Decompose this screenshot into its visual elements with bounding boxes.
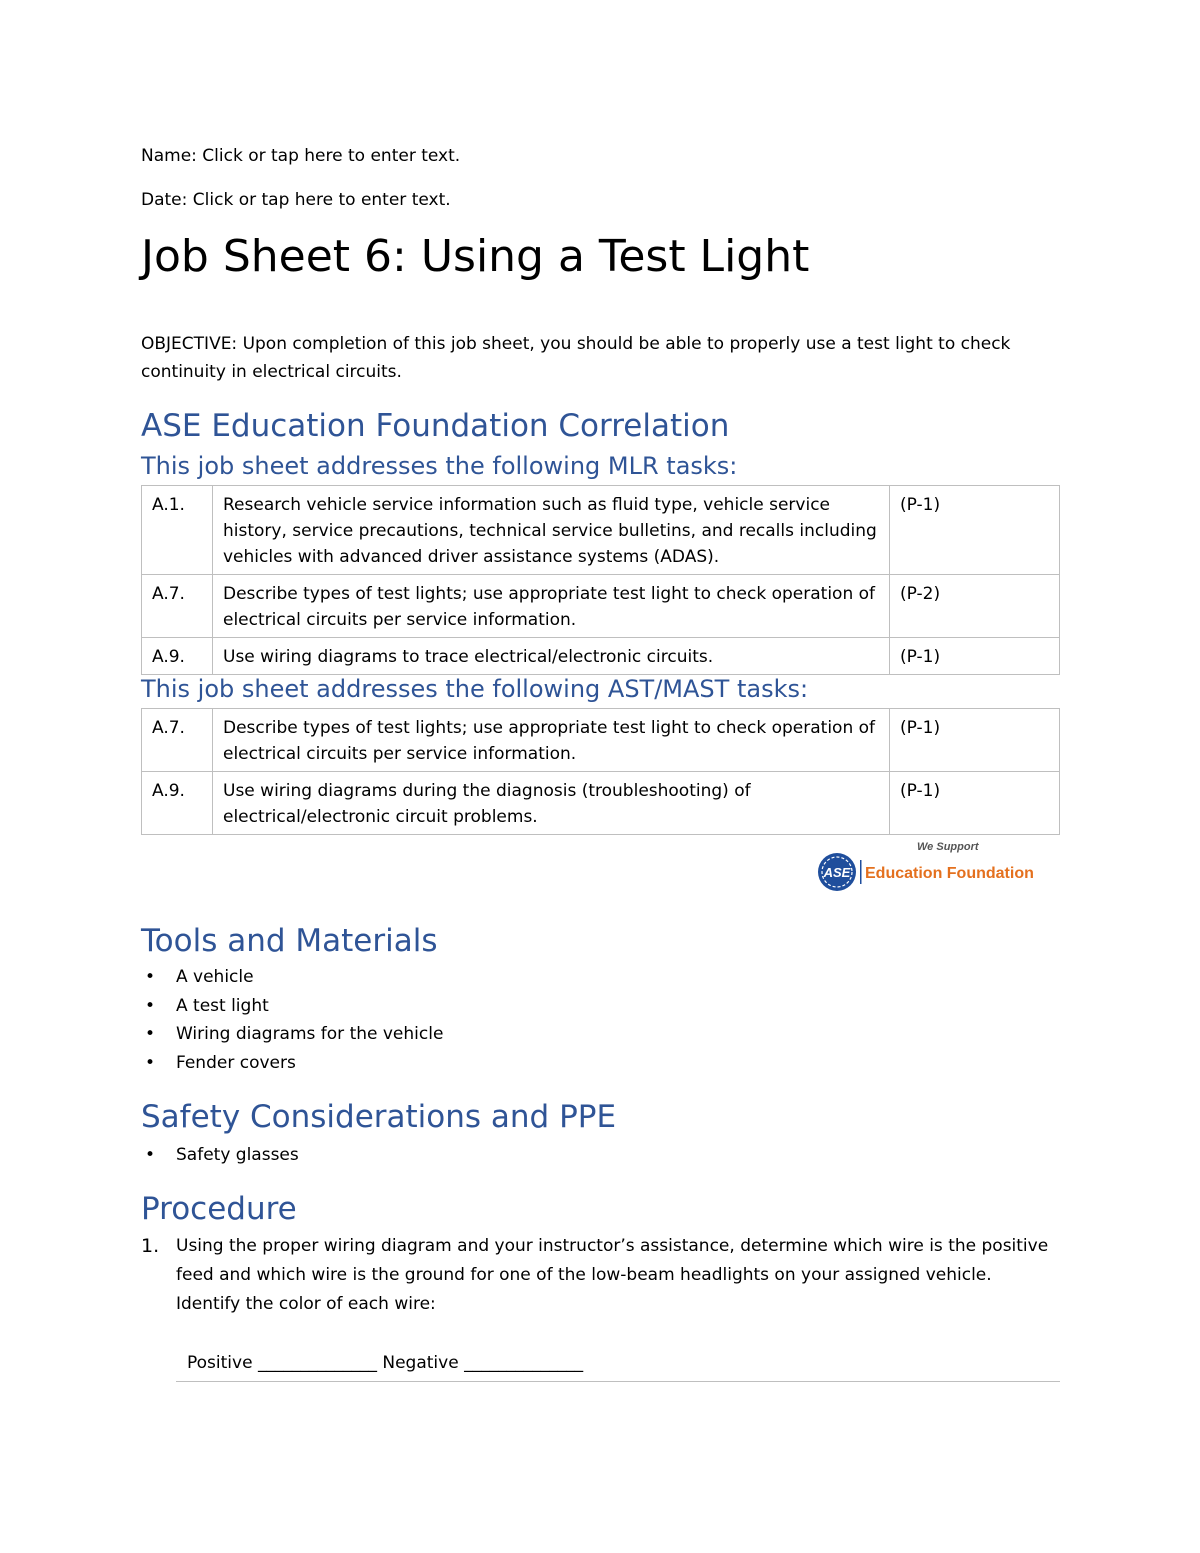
task-description: Use wiring diagrams to trace electrical/electronic circuits. — [213, 638, 890, 675]
ast-tasks-table — [141, 708, 1060, 835]
task-code: A.7. — [142, 709, 213, 772]
task-description: Describe types of test lights; use appropriate test light to check operation of electrical circuits per service information. — [213, 709, 890, 772]
list-item: • Fender covers — [141, 1049, 443, 1078]
task-priority: (P-1) — [890, 486, 1060, 575]
list-item: • A test light — [141, 992, 443, 1021]
safety-list — [141, 1141, 299, 1170]
list-item: • A vehicle — [141, 963, 443, 992]
step-text: Using the proper wiring diagram and your instructor’s assistance, determine which wire is the positive feed and which wire is the ground for one of the low-beam headlights on your assigned vehicle. Identify the color of each wire: — [176, 1236, 1049, 1314]
list-item: • Wiring diagrams for the vehicle — [141, 1020, 443, 1049]
task-code: A.9. — [142, 772, 213, 835]
ase-education-foundation-logo — [817, 838, 1057, 898]
positive-blank[interactable]: ______________ — [257, 1353, 377, 1373]
table-row — [142, 709, 1060, 772]
tools-list — [141, 963, 443, 1077]
task-code: A.7. — [142, 575, 213, 638]
mlr-tasks-heading: This job sheet addresses the following MLR tasks: — [141, 452, 738, 480]
logo-tagline: We Support — [917, 841, 979, 853]
logo-text: Education Foundation — [865, 865, 1034, 882]
correlation-heading: ASE Education Foundation Correlation — [141, 408, 730, 444]
name-field[interactable]: Click or tap here to enter text. — [202, 146, 461, 166]
negative-label: Negative — [382, 1353, 459, 1373]
tools-heading: Tools and Materials — [141, 923, 438, 959]
date-field[interactable]: Click or tap here to enter text. — [192, 190, 451, 210]
table-row — [142, 486, 1060, 575]
task-priority: (P-2) — [890, 575, 1060, 638]
procedure-heading: Procedure — [141, 1191, 297, 1227]
positive-label: Positive — [187, 1353, 253, 1373]
task-priority: (P-1) — [890, 709, 1060, 772]
ast-tasks-heading: This job sheet addresses the following AST/MAST tasks: — [141, 675, 809, 703]
negative-blank[interactable]: ______________ — [464, 1353, 584, 1373]
list-item: • Safety glasses — [141, 1141, 299, 1170]
task-code: A.9. — [142, 638, 213, 675]
logo-badge-text: ASE — [823, 865, 851, 880]
task-description: Describe types of test lights; use appropriate test light to check operation of electrical circuits per service information. — [213, 575, 890, 638]
name-line — [141, 145, 460, 167]
task-priority: (P-1) — [890, 772, 1060, 835]
wire-color-blanks — [187, 1350, 583, 1376]
date-line — [141, 189, 451, 211]
objective-text: OBJECTIVE: Upon completion of this job sheet, you should be able to properly use a test light to check continuity in electrical circuits. — [141, 334, 1011, 382]
task-priority: (P-1) — [890, 638, 1060, 675]
task-description: Use wiring diagrams during the diagnosis (troubleshooting) of electrical/electronic circuit problems. — [213, 772, 890, 835]
mlr-tasks-table — [141, 485, 1060, 675]
table-row — [142, 772, 1060, 835]
task-code: A.1. — [142, 486, 213, 575]
divider — [176, 1381, 1060, 1382]
date-label: Date: — [141, 190, 188, 210]
name-label: Name: — [141, 146, 197, 166]
step-number: 1. — [141, 1235, 160, 1257]
table-row — [142, 575, 1060, 638]
table-row — [142, 638, 1060, 675]
logo-graphic — [817, 838, 1057, 898]
task-description: Research vehicle service information such as fluid type, vehicle service history, service precautions, technical service bulletins, and recalls including vehicles with advanced driver assistance systems (ADAS). — [213, 486, 890, 575]
procedure-step — [141, 1232, 1060, 1319]
page-title: Job Sheet 6: Using a Test Light — [141, 231, 810, 282]
safety-heading: Safety Considerations and PPE — [141, 1099, 617, 1135]
